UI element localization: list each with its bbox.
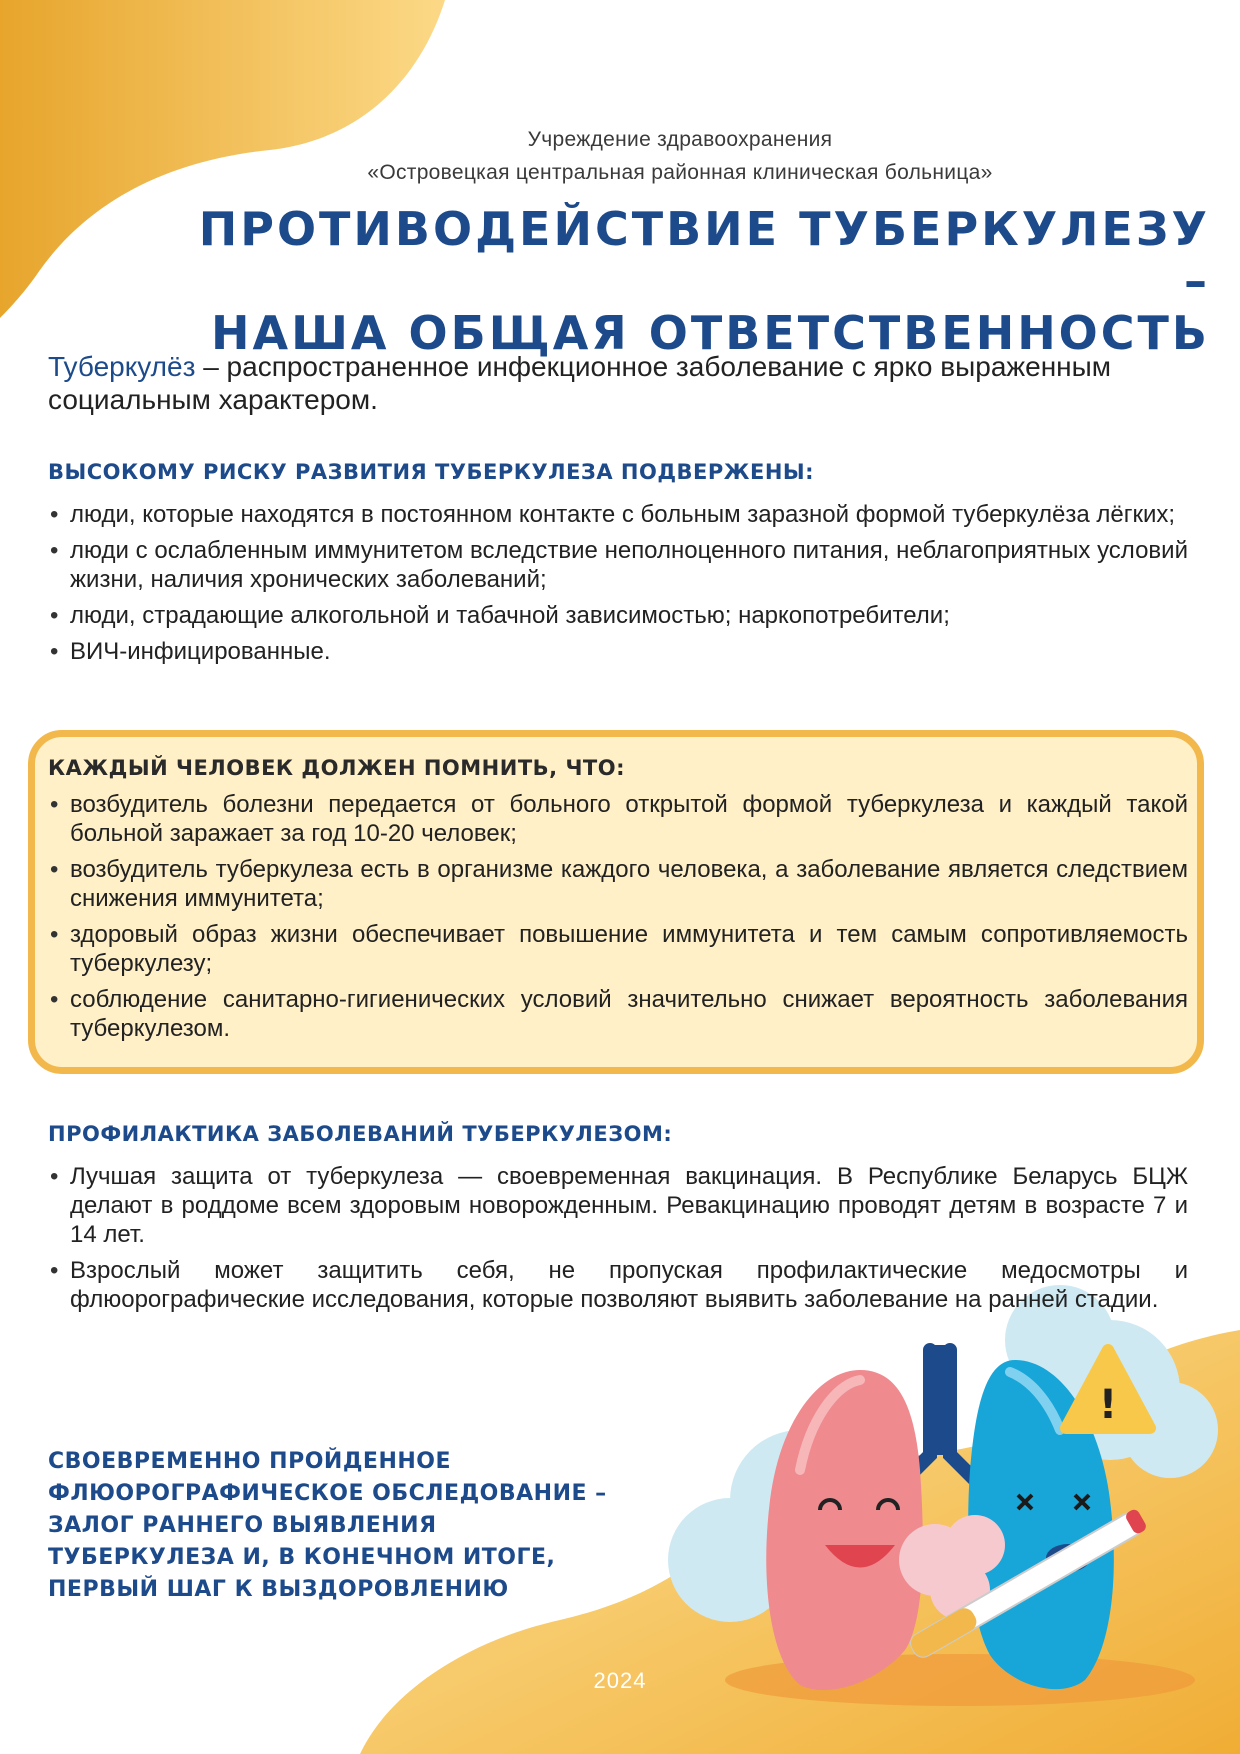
institution-line-1: Учреждение здравоохранения — [527, 128, 833, 151]
slogan-line: ФЛЮОРОГРАФИЧЕСКОЕ ОБСЛЕДОВАНИЕ – — [48, 1481, 607, 1506]
remember-list — [48, 790, 1188, 1050]
title-line-1: ПРОТИВОДЕЙСТВИЕ ТУБЕРКУЛЕЗУ – — [198, 202, 1210, 308]
prevention-list — [48, 1162, 1188, 1321]
list-item: • Взрослый может защитить себя, не пропуская профилактические медосмотры и флюорографические исследования, которые позволяют выявить заболевание на ранней стадии. — [48, 1256, 1188, 1314]
slogan-line: СВОЕВРЕМЕННО ПРОЙДЕННОЕ — [48, 1449, 451, 1474]
list-item: • соблюдение санитарно-гигиенических условий значительно снижает вероятность заболевания туберкулезом. — [48, 985, 1188, 1043]
year-label: 2024 — [593, 1668, 647, 1693]
list-item: • возбудитель болезни передается от больного открытой формой туберкулеза и каждый такой больной заражает за год 10-20 человек; — [48, 790, 1188, 848]
title-line-2: НАША ОБЩАЯ ОТВЕТСТВЕННОСТЬ — [211, 306, 1210, 360]
list-item: • люди, которые находятся в постоянном контакте с больным заразной формой туберкулёза лёгких; — [48, 500, 1188, 529]
list-item: • люди, страдающие алкогольной и табачной зависимостью; наркопотребители; — [48, 601, 1188, 630]
risk-heading: ВЫСОКОМУ РИСКУ РАЗВИТИЯ ТУБЕРКУЛЕЗА ПОДВЕРЖЕНЫ: — [48, 460, 815, 484]
intro-text: – распространенное инфекционное заболевание с ярко выраженным социальным характером. — [48, 351, 1111, 415]
list-item: • люди с ослабленным иммунитетом вследствие неполноценного питания, неблагоприятных условий жизни, наличия хронических заболеваний; — [48, 536, 1188, 594]
list-item: • возбудитель туберкулеза есть в организме каждого человека, а заболевание является следствием снижения иммунитета; — [48, 855, 1188, 913]
slogan-line: ПЕРВЫЙ ШАГ К ВЫЗДОРОВЛЕНИЮ — [48, 1577, 509, 1602]
list-item: • Лучшая защита от туберкулеза — своевременная вакцинация. В Республике Беларусь БЦЖ делают в роддоме всем здоровым новорожденным. Ревакцинацию проводят детям в возрасте 7 и 14 лет. — [48, 1162, 1188, 1249]
page-title — [175, 203, 1210, 359]
institution-line-2: «Островецкая центральная районная клиническая больница» — [367, 161, 993, 184]
slogan — [48, 1446, 688, 1606]
remember-heading: КАЖДЫЙ ЧЕЛОВЕК ДОЛЖЕН ПОМНИТЬ, ЧТО: — [48, 756, 625, 780]
slogan-line: ТУБЕРКУЛЕЗА И, В КОНЕЧНОМ ИТОГЕ, — [48, 1545, 556, 1570]
list-item: • здоровый образ жизни обеспечивает повышение иммунитета и тем самым сопротивляемость туберкулезу; — [48, 920, 1188, 978]
warning-symbol: ! — [1098, 1382, 1118, 1428]
risk-list — [48, 500, 1188, 673]
intro-term: Туберкулёз — [48, 351, 196, 382]
left-lung — [766, 1370, 923, 1690]
prevention-heading: ПРОФИЛАКТИКА ЗАБОЛЕВАНИЙ ТУБЕРКУЛЕЗОМ: — [48, 1122, 673, 1146]
slogan-line: ЗАЛОГ РАННЕГО ВЫЯВЛЕНИЯ — [48, 1513, 437, 1538]
intro-paragraph — [48, 350, 1168, 416]
list-item: • ВИЧ-инфицированные. — [48, 637, 1188, 666]
